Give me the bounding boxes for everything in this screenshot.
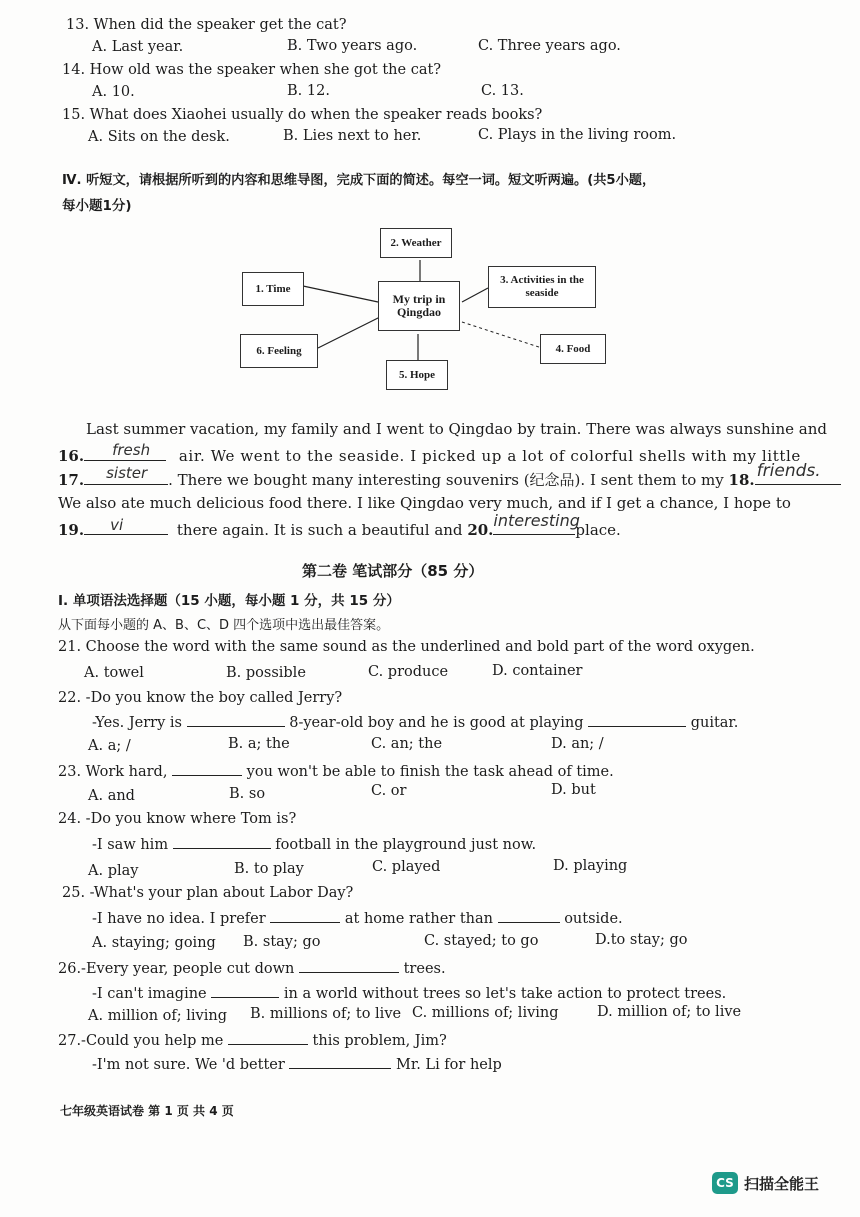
q27-text-a: 27.-Could you help me — [58, 1033, 224, 1049]
q26-option-b: B. millions of; to live — [250, 1006, 402, 1022]
q21-option-c: C. produce — [368, 664, 449, 680]
q22-blank-1 — [187, 712, 285, 727]
q21-option-a: A. towel — [84, 665, 144, 681]
q23-option-b: B. so — [229, 786, 266, 802]
mindmap-hope: 5. Hope — [386, 360, 448, 390]
q14-option-a: A. 10. — [92, 84, 135, 100]
q15-option-a: A. Sits on the desk. — [88, 129, 230, 145]
q21-option-d: D. container — [492, 663, 583, 679]
section-iv-heading-cont: 每小题1分) — [62, 198, 132, 214]
q15-option-c: C. Plays in the living room. — [478, 127, 677, 143]
question-24-reply — [92, 834, 536, 854]
q14-option-c: C. 13. — [481, 83, 524, 99]
q27-blank-2 — [289, 1054, 391, 1069]
passage-line-2 — [58, 441, 801, 465]
q25-reply-text-a: -I have no idea. I prefer — [92, 911, 266, 927]
blank-number-17: 17. — [58, 471, 85, 489]
passage-line-5 — [58, 511, 621, 539]
question-25: 25. -What's your plan about Labor Day? — [62, 885, 354, 901]
question-14: 14. How old was the speaker when she got the cat? — [62, 62, 442, 78]
answer-blank-17 — [84, 464, 168, 485]
question-15: 15. What does Xiaohei usually do when the speaker reads books? — [62, 107, 543, 123]
passage-text-5: there again. It is such a beautiful and — [176, 521, 463, 539]
handwritten-answer-19: vi — [110, 516, 124, 534]
handwritten-answer-16: fresh — [112, 441, 151, 459]
blank-number-19: 19. — [58, 521, 85, 539]
q22-option-b: B. a; the — [228, 736, 290, 752]
q26-reply-text-a: -I can't imagine — [92, 986, 207, 1002]
grammar-section-heading: I. 单项语法选择题（15 小题，每小题 1 分，共 15 分） — [58, 593, 400, 609]
question-13: 13. When did the speaker get the cat? — [66, 17, 347, 33]
blank-number-20: 20. — [467, 521, 494, 539]
question-26-reply — [92, 983, 726, 1003]
q22-blank-2 — [588, 712, 686, 727]
passage-text-2: air. We went to the seaside. I picked up a lot of colorful shells with my little — [178, 447, 801, 465]
q22-option-d: D. an; / — [551, 736, 604, 752]
q23-option-c: C. or — [371, 783, 407, 799]
q22-option-c: C. an; the — [371, 736, 443, 752]
q27-blank-1 — [228, 1030, 308, 1045]
q26-text-b: trees. — [403, 961, 446, 977]
blank-number-18: 18. — [728, 471, 755, 489]
answer-blank-20 — [493, 511, 580, 535]
question-27-reply — [92, 1054, 502, 1074]
scanner-watermark — [712, 1172, 819, 1194]
camscanner-icon: CS — [712, 1172, 738, 1194]
q22-reply-text-a: -Yes. Jerry is — [92, 715, 182, 731]
q25-reply-text-b: at home rather than — [344, 911, 493, 927]
q14-option-b: B. 12. — [287, 83, 330, 99]
part-2-title: 第二卷 笔试部分（85 分） — [302, 562, 484, 580]
passage-line-1: Last summer vacation, my family and I went to Qingdao by train. There was always sunshine and — [86, 420, 827, 438]
mindmap-feeling: 6. Feeling — [240, 334, 318, 368]
question-26 — [58, 958, 446, 978]
handwritten-answer-17: sister — [106, 464, 148, 482]
q24-option-d: D. playing — [553, 858, 628, 874]
q25-blank-2 — [498, 908, 560, 923]
q23-blank — [172, 761, 242, 776]
q24-blank — [173, 834, 271, 849]
q25-reply-text-c: outside. — [564, 911, 623, 927]
q25-option-d: D.to stay; go — [595, 932, 688, 948]
q24-option-a: A. play — [88, 863, 139, 879]
q22-reply-text-c: guitar. — [690, 715, 739, 731]
answer-blank-19 — [84, 516, 168, 535]
q26-blank-1 — [299, 958, 399, 973]
q24-reply-text-b: football in the playground just now. — [275, 837, 537, 853]
question-25-reply — [92, 908, 623, 928]
q25-option-c: C. stayed; to go — [424, 933, 539, 949]
q13-option-b: B. Two years ago. — [287, 38, 418, 54]
q27-reply-text-b: Mr. Li for help — [396, 1057, 502, 1073]
passage-line-3 — [58, 461, 841, 489]
q15-option-b: B. Lies next to her. — [283, 128, 422, 144]
blank-number-16: 16. — [58, 447, 85, 465]
q25-blank-1 — [270, 908, 340, 923]
passage-text-3: . There we bought many interesting souvenirs (纪念品). I sent them to my — [168, 471, 724, 489]
question-22: 22. -Do you know the boy called Jerry? — [58, 690, 343, 706]
q23-text-b: you won't be able to finish the task ahead of time. — [246, 764, 614, 780]
q25-option-a: A. staying; going — [92, 935, 216, 951]
question-23 — [58, 761, 614, 781]
handwritten-answer-20: interesting — [493, 511, 580, 530]
passage-text-5b: place. — [575, 521, 621, 539]
q25-option-b: B. stay; go — [243, 934, 321, 950]
page-footer: 七年级英语试卷 第 1 页 共 4 页 — [60, 1104, 234, 1118]
mindmap-time: 1. Time — [242, 272, 304, 306]
q26-blank-2 — [211, 983, 279, 998]
q27-reply-text-a: -I'm not sure. We 'd better — [92, 1057, 285, 1073]
q24-option-c: C. played — [372, 859, 441, 875]
mindmap-center: My trip in Qingdao — [378, 281, 460, 331]
q23-text-a: 23. Work hard, — [58, 764, 168, 780]
answer-blank-18 — [755, 461, 841, 485]
question-22-reply — [92, 712, 738, 732]
q26-option-c: C. millions of; living — [412, 1005, 559, 1021]
passage-line-4: We also ate much delicious food there. I like Qingdao very much, and if I get a chance, I hope to — [58, 494, 791, 512]
q13-option-a: A. Last year. — [92, 39, 184, 55]
mindmap-activities: 3. Activities in the seaside — [488, 266, 596, 308]
question-27 — [58, 1030, 447, 1050]
answer-blank-16 — [84, 441, 166, 461]
q24-reply-text-a: -I saw him — [92, 837, 169, 853]
q21-option-b: B. possible — [226, 665, 306, 681]
q22-reply-text-b: 8-year-old boy and he is good at playing — [289, 715, 584, 731]
q26-reply-text-b: in a world without trees so let's take action to protect trees. — [283, 986, 727, 1002]
mindmap-food: 4. Food — [540, 334, 606, 364]
handwritten-answer-18: friends. — [756, 461, 821, 481]
q23-option-a: A. and — [88, 788, 135, 804]
section-iv-heading: Ⅳ. 听短文，请根据所听到的内容和思维导图，完成下面的简述。每空一词。短文听两遍。(共5小题， — [62, 173, 656, 188]
q26-option-a: A. million of; living — [88, 1008, 227, 1024]
q22-option-a: A. a; / — [88, 738, 131, 754]
scanner-label: 扫描全能王 — [744, 1174, 820, 1193]
q26-option-d: D. million of; to live — [597, 1004, 742, 1020]
q23-option-d: D. but — [551, 782, 596, 798]
grammar-instruction: 从下面每小题的 A、B、C、D 四个选项中选出最佳答案。 — [58, 618, 390, 633]
q24-option-b: B. to play — [234, 861, 304, 877]
question-24: 24. -Do you know where Tom is? — [58, 811, 297, 827]
q13-option-c: C. Three years ago. — [478, 38, 621, 54]
q26-text-a: 26.-Every year, people cut down — [58, 961, 295, 977]
question-21: 21. Choose the word with the same sound as the underlined and bold part of the word oxygen. — [58, 639, 755, 655]
q27-text-b: this problem, Jim? — [312, 1033, 447, 1049]
mindmap-weather: 2. Weather — [380, 228, 452, 258]
